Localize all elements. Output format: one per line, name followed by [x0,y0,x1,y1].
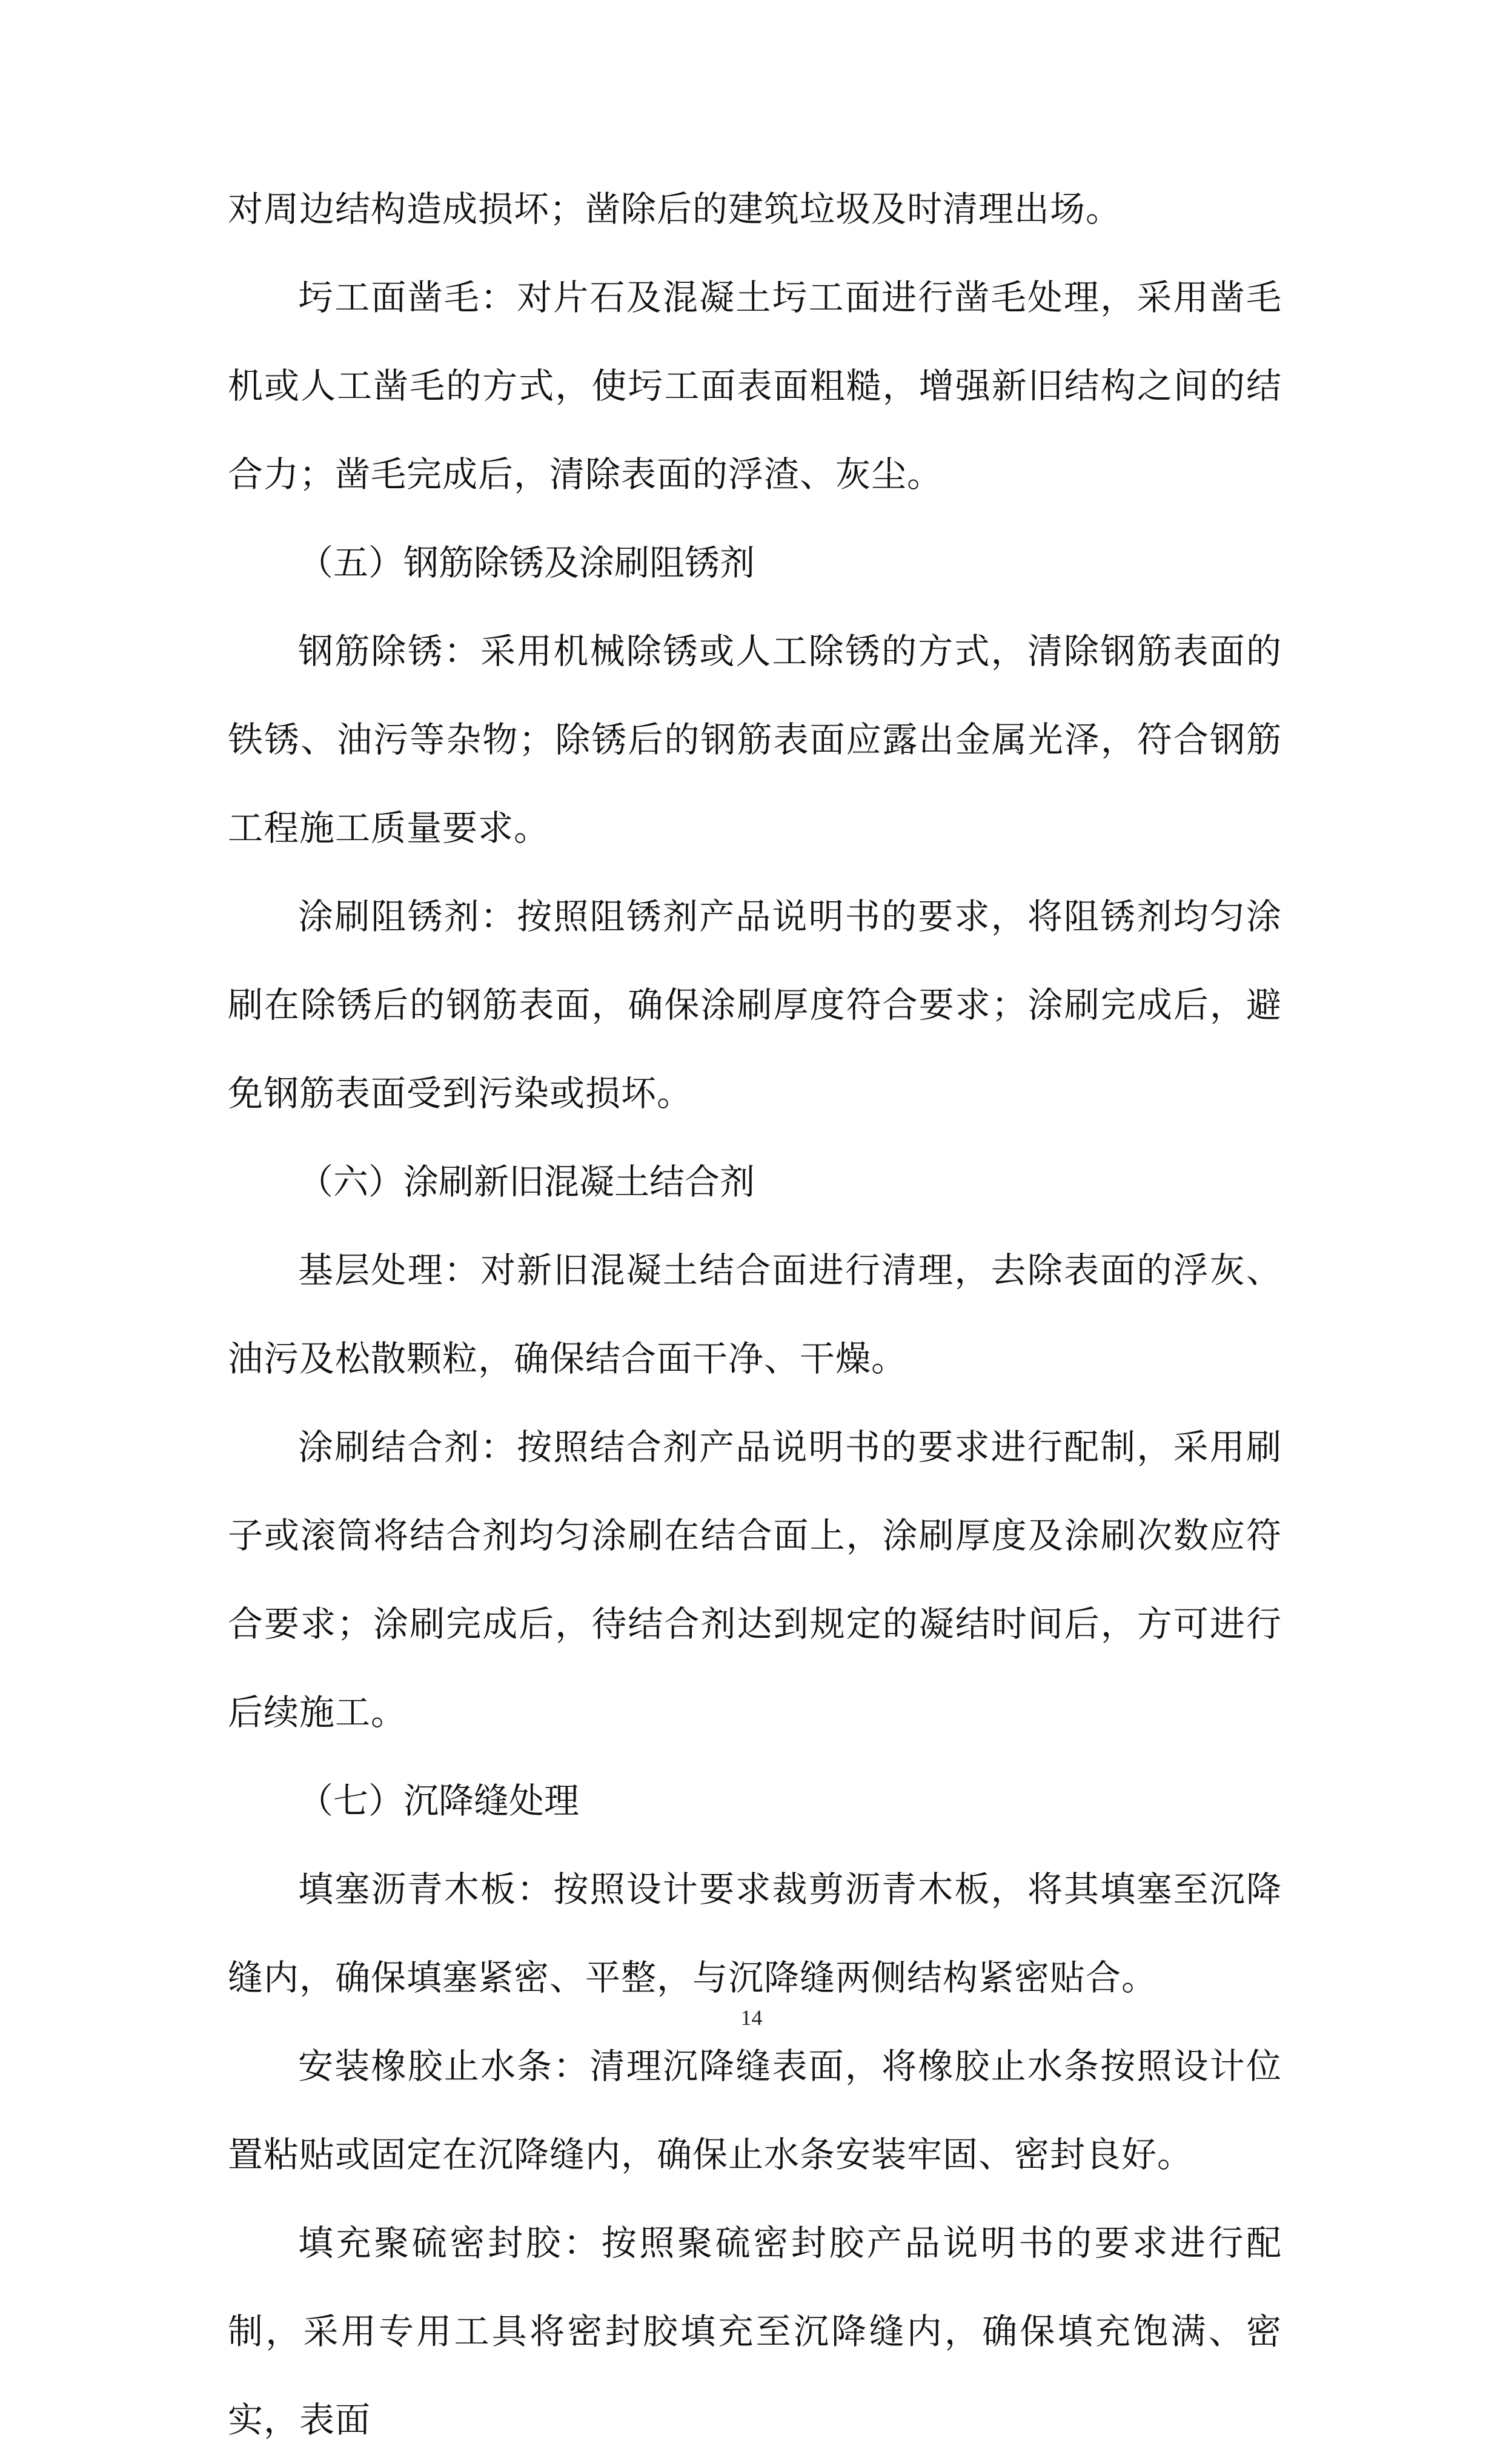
page-number: 14 [740,2005,763,2030]
paragraph-5: 基层处理：对新旧混凝土结合面进行清理，去除表面的浮灰、油污及松散颗粒，确保结合面干净、干燥。 [228,1250,1282,1379]
paragraph-2: 圬工面凿毛：对片石及混凝土圬工面进行凿毛处理，采用凿毛机或人工凿毛的方式，使圬工面表面粗糙，增强新旧结构之间的结合力；凿毛完成后，清除表面的浮渣、灰尘。 [228,277,1282,495]
section-heading-5: （五）钢筋除锈及涂刷阻锈剂 [298,542,755,583]
paragraph-3: 钢筋除锈：采用机械除锈或人工除锈的方式，清除钢筋表面的铁锈、油污等杂物；除锈后的钢筋表面应露出金属光泽，符合钢筋工程施工质量要求。 [228,631,1282,849]
paragraph-4: 涂刷阻锈剂：按照阻锈剂产品说明书的要求，将阻锈剂均匀涂刷在除锈后的钢筋表面，确保涂刷厚度符合要求；涂刷完成后，避免钢筋表面受到污染或损坏。 [228,896,1282,1114]
document-body [228,165,1282,2464]
section-heading-6: （六）涂刷新旧混凝土结合剂 [298,1161,755,1202]
paragraph-6: 涂刷结合剂：按照结合剂产品说明书的要求进行配制，采用刷子或滚筒将结合剂均匀涂刷在结合面上，涂刷厚度及涂刷次数应符合要求；涂刷完成后，待结合剂达到规定的凝结时间后，方可进行后续施工。 [228,1426,1282,1733]
paragraph-9: 填充聚硫密封胶：按照聚硫密封胶产品说明书的要求进行配制，采用专用工具将密封胶填充至沉降缝内，确保填充饱满、密实，表面 [228,2222,1282,2440]
section-heading-7: （七）沉降缝处理 [298,1780,580,1821]
paragraph-7: 填塞沥青木板：按照设计要求裁剪沥青木板，将其填塞至沉降缝内，确保填塞紧密、平整，与沉降缝两侧结构紧密贴合。 [228,1869,1282,1998]
paragraph-1: 对周边结构造成损坏；凿除后的建筑垃圾及时清理出场。 [228,188,1122,230]
paragraph-8: 安装橡胶止水条：清理沉降缝表面，将橡胶止水条按照设计位置粘贴或固定在沉降缝内，确保止水条安装牢固、密封良好。 [228,2045,1282,2175]
